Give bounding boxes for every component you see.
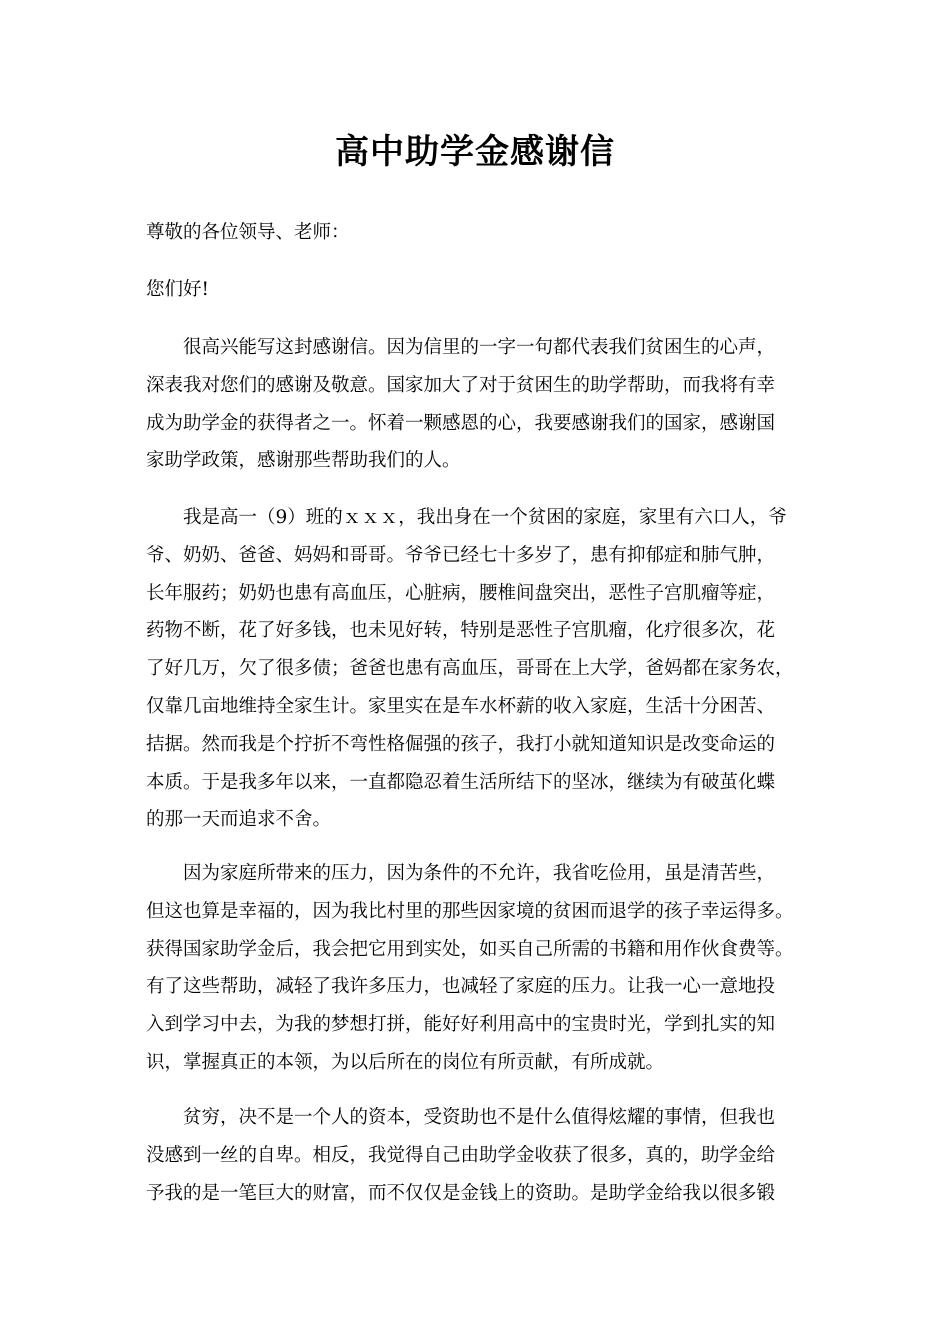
salutation: 尊敬的各位领导、老师：: [146, 222, 350, 243]
paragraph-line: 成为助学金的获得者之一。怀着一颗感恩的心，我要感谢我们的国家，感谢国: [146, 412, 776, 434]
paragraph-line: 仅靠几亩地维持全家生计。家里实在是车水杯薪的收入家庭，生活十分困苦、: [146, 695, 776, 717]
paragraph-line: 很高兴能写这封感谢信。因为信里的一字一句都代表我们贫困生的心声，: [146, 337, 776, 358]
paragraph-line: 拮据。然而我是个拧折不弯性格倔强的孩子，我打小就知道知识是改变命运的: [146, 733, 776, 755]
paragraph-line: 我是高一（9）班的ｘｘｘ，我出身在一个贫困的家庭，家里有六口人，爷: [146, 507, 787, 528]
paragraph-line: 有了这些帮助，减轻了我许多压力，也减轻了家庭的压力。让我一心一意地投: [146, 976, 776, 998]
document-title: 高中助学金感谢信: [335, 132, 615, 172]
paragraph-line: 药物不断，花了好多钱，也未见好转，特别是恶性子宫肌瘤，化疗很多次，花: [146, 620, 776, 642]
paragraph-line: 因为家庭所带来的压力，因为条件的不允许，我省吃俭用，虽是清苦些，: [146, 863, 776, 884]
greeting: 您们好!: [146, 279, 209, 300]
paragraph-2: [146, 504, 826, 844]
paragraph-line: 入到学习中去，为我的梦想打拼，能好好利用高中的宝贵时光，学到扎实的知: [146, 1014, 776, 1036]
paragraph-line: 的那一天而追求不舍。: [146, 809, 332, 831]
paragraph-line: 获得国家助学金后，我会把它用到实处，如买自己所需的书籍和用作伙食费等。: [146, 938, 794, 960]
paragraph-line: 没感到一丝的自卑。相反，我觉得自己由助学金收获了很多，真的，助学金给: [146, 1144, 776, 1166]
paragraph-line: 本质。于是我多年以来，一直都隐忍着生活所结下的坚冰，继续为有破茧化蝶: [146, 771, 776, 793]
paragraph-line: 贫穷，决不是一个人的资本，受资助也不是什么值得炫耀的事情，但我也: [146, 1107, 776, 1128]
paragraph-line: 予我的是一笔巨大的财富，而不仅仅是金钱上的资助。是助学金给我以很多锻: [146, 1182, 776, 1204]
paragraph-line: 深表我对您们的感谢及敬意。国家加大了对于贫困生的助学帮助，而我将有幸: [146, 374, 776, 396]
paragraph-line: 了好几万，欠了很多债；爸爸也患有高血压，哥哥在上大学，爸妈都在家务农，: [146, 658, 794, 680]
paragraph-line: 爷、奶奶、爸爸、妈妈和哥哥。爷爷已经七十多岁了，患有抑郁症和肺气肿，: [146, 544, 776, 566]
paragraph-4: [146, 1104, 826, 1217]
paragraph-line: 长年服药；奶奶也患有高血压，心脏病，腰椎间盘突出，恶性子宫肌瘤等症，: [146, 582, 776, 604]
paragraph-line: 识，掌握真正的本领，为以后所在的岗位有所贡献，有所成就。: [146, 1051, 665, 1073]
paragraph-3: [146, 860, 826, 1087]
paragraph-1: [146, 334, 826, 485]
paragraph-line: 但这也算是幸福的，因为我比村里的那些因家境的贫困而退学的孩子幸运得多。: [146, 900, 794, 922]
paragraph-line: 家助学政策，感谢那些帮助我们的人。: [146, 450, 461, 472]
